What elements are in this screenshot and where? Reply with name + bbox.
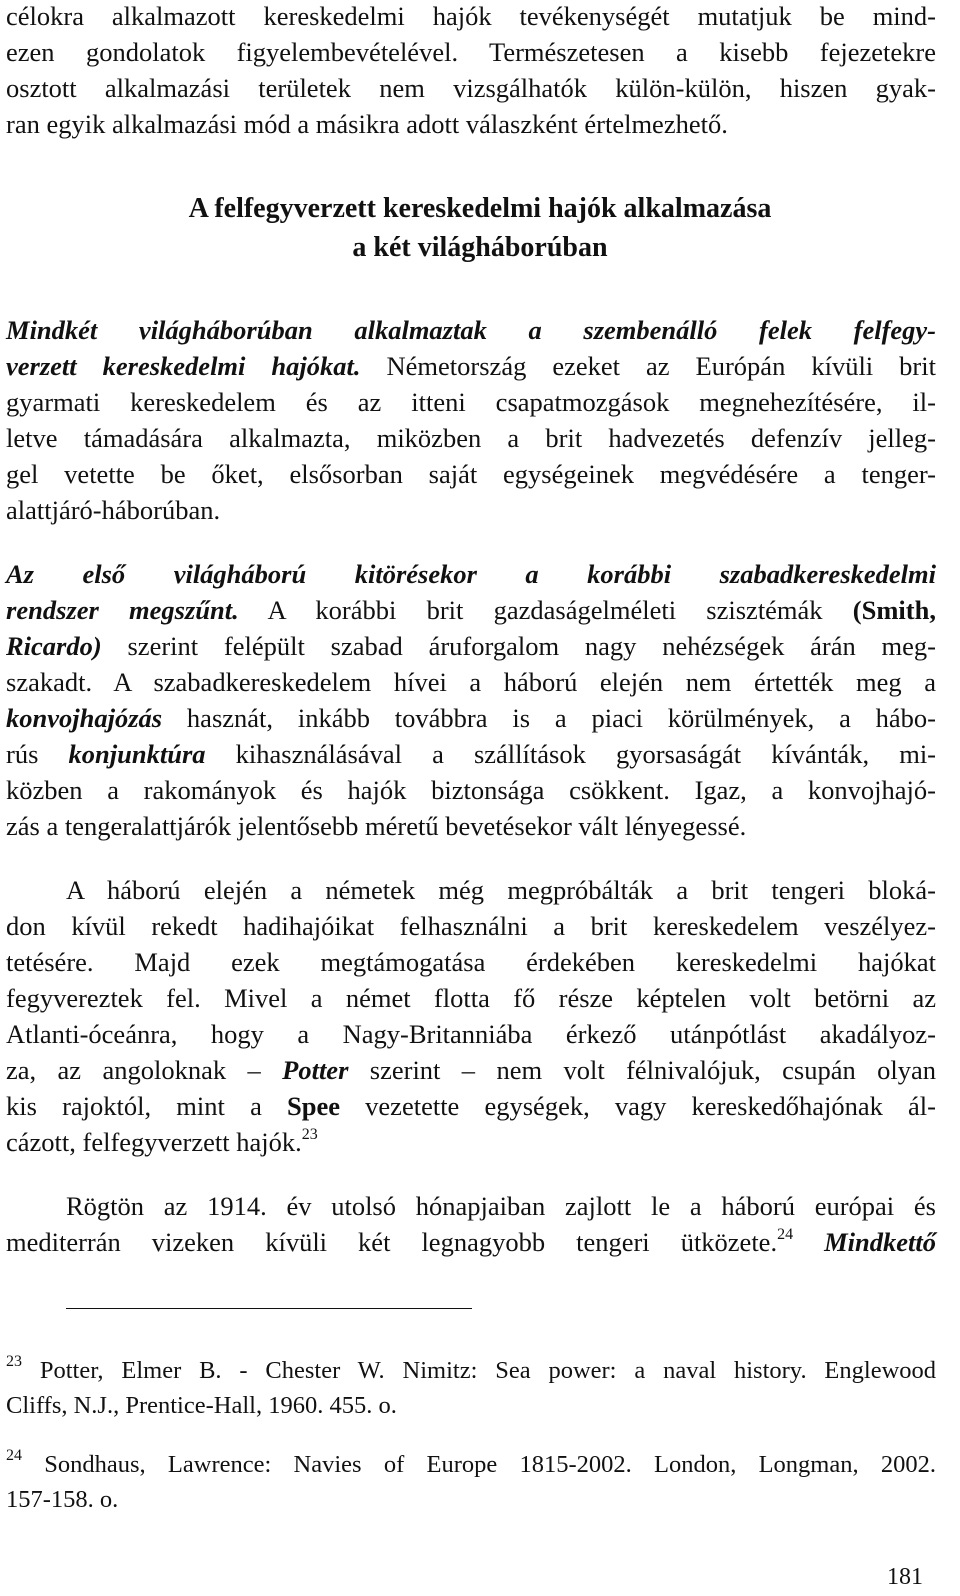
body-line: Rögtön az 1914. év utolsó hónapjaiban zajlott le a háború európai és <box>66 1191 936 1221</box>
footnote-text: Potter, Elmer B. - Chester W. Nimitz: Sea power: a naval history. Englewood <box>39 1357 937 1384</box>
body-line: gel vetette be őket, elsősorban saját egységeinek megvédésére a tenger- <box>6 459 936 489</box>
body-line <box>6 1126 936 1158</box>
body-text: kis rajoktól, mint a <box>6 1091 287 1121</box>
body-text: szerint – nem volt félnivalójuk, csupán olyan <box>348 1055 937 1085</box>
body-line: letve támadására alkalmazta, miközben a brit hadvezetés defenzív jelleg- <box>6 423 936 453</box>
body-text: mediterrán vizeken kívüli két legnagyobb tengeri ütközete. <box>6 1227 778 1257</box>
footnote-separator <box>66 1308 472 1309</box>
body-line <box>6 594 936 626</box>
footnote <box>6 1447 936 1480</box>
body-text: kihasználásával a szállítások gyorsaságát kívánták, mi- <box>205 739 937 769</box>
section-title: a két világháborúban <box>352 232 608 263</box>
section-title: A felfegyverzett kereskedelmi hajók alkalmazása <box>188 193 772 224</box>
emphasis-text: Mindkét világháborúban alkalmaztak a szembenálló felek felfegy- <box>6 315 936 345</box>
emphasis-text: Spee <box>287 1091 340 1121</box>
body-line: zás a tengeralattjárók jelentősebb méretű bevetésekor vált lényegessé. <box>6 811 747 841</box>
body-text: za, az angoloknak – <box>6 1055 283 1085</box>
body-text: szerint felépült szabad áruforgalom nagy nehézségek árán meg- <box>101 631 936 661</box>
footnote-number: 24 <box>6 1447 22 1464</box>
body-line <box>6 702 936 734</box>
body-line: gyarmati kereskedelem és az itteni csapatmozgások megnehezítésére, il- <box>6 387 936 417</box>
emphasis-text: Potter <box>282 1055 349 1085</box>
footnote-text: Sondhaus, Lawrence: Navies of Europe 1815-2002. London, Longman, 2002. <box>44 1451 936 1478</box>
body-text: hasznát, inkább továbbra is a piaci körülmények, a hábo- <box>162 703 936 733</box>
body-line: A háború elején a németek még megpróbálták a brit tengeri bloká- <box>66 875 936 905</box>
body-line: szakadt. A szabadkereskedelem hívei a háború elején nem értették meg a <box>6 667 936 697</box>
footnote <box>6 1353 937 1386</box>
body-line <box>6 1090 936 1122</box>
body-text: rús <box>6 739 69 769</box>
footnote: 157-158. o. <box>6 1486 119 1513</box>
body-line: fegyvereztek fel. Mivel a német flotta fő része képtelen volt betörni az <box>6 983 936 1013</box>
footnote-ref[interactable]: 23 <box>301 1126 318 1143</box>
emphasis-text: rendszer megszűnt. <box>6 595 239 625</box>
body-line <box>6 350 936 382</box>
body-line: tetésére. Majd ezek megtámogatása érdekében kereskedelmi hajókat <box>6 947 936 977</box>
emphasis-text: (Smith, <box>852 595 936 625</box>
body-text: vezetette egységek, vagy kereskedőhajónak ál- <box>340 1091 936 1121</box>
body-line <box>6 1226 936 1258</box>
footnote-number: 23 <box>6 1353 22 1370</box>
body-line <box>6 630 936 662</box>
body-line <box>6 1054 936 1086</box>
footnote: Cliffs, N.J., Prentice-Hall, 1960. 455. o. <box>6 1392 397 1419</box>
emphasis-text: Mindkettő <box>824 1227 936 1257</box>
body-line: alattjáró-háborúban. <box>6 495 221 525</box>
emphasis-text: Ricardo) <box>6 631 102 661</box>
body-text: A korábbi brit gazdaságelméleti szisztémák <box>238 595 853 625</box>
body-line: célokra alkalmazott kereskedelmi hajók tevékenységét mutatjuk be mind- <box>6 1 936 31</box>
emphasis-text: verzett kereskedelmi hajókat. <box>6 351 361 381</box>
body-line <box>6 738 936 770</box>
emphasis-text: konjunktúra <box>68 739 206 769</box>
body-line <box>6 558 936 590</box>
body-line: Atlanti-óceánra, hogy a Nagy-Britanniába érkező utánpótlást akadályoz- <box>6 1019 936 1049</box>
body-text: Németország ezeket az Európán kívüli brit <box>360 351 936 381</box>
body-line: don kívül rekedt hadihajóikat felhasználni a brit kereskedelem veszélyez- <box>6 911 936 941</box>
body-line: ezen gondolatok figyelembevételével. Természetesen a kisebb fejezetekre <box>6 37 936 67</box>
emphasis-text: konvojhajózás <box>6 703 163 733</box>
body-line: ran egyik alkalmazási mód a másikra adott válaszként értelmezhető. <box>6 109 728 139</box>
body-line: osztott alkalmazási területek nem vizsgálhatók külön-külön, hiszen gyak- <box>6 73 936 103</box>
footnote-ref[interactable]: 24 <box>777 1226 794 1243</box>
emphasis-text: Az első világháború kitörésekor a korábbi szabadkereskedelmi <box>6 559 936 589</box>
page-number: 181 <box>887 1564 923 1590</box>
body-line <box>6 314 936 346</box>
body-text: cázott, felfegyverzett hajók. <box>6 1127 302 1157</box>
body-line: közben a rakományok és hajók biztonsága csökkent. Igaz, a konvojhajó- <box>6 775 936 805</box>
